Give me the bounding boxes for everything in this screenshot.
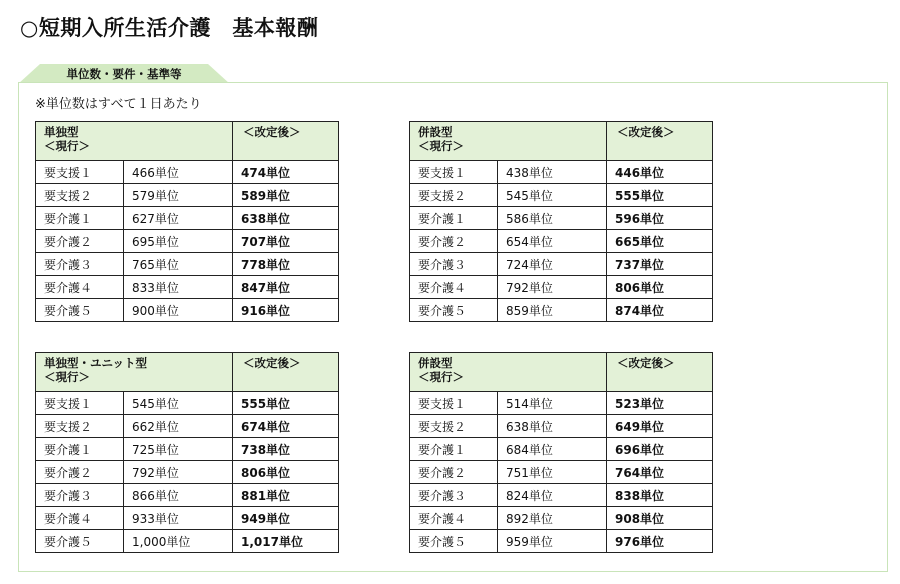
care-level-cell: 要支援２ <box>410 415 498 438</box>
revised-units-cell: 737単位 <box>607 253 713 276</box>
table-row <box>36 415 339 438</box>
care-level-cell: 要介護１ <box>410 207 498 230</box>
current-units-cell: 684単位 <box>498 438 607 461</box>
revised-units-cell: 674単位 <box>233 415 339 438</box>
table-row <box>36 299 339 322</box>
current-units-cell: 586単位 <box>498 207 607 230</box>
table-header-row <box>36 353 339 392</box>
revised-units-cell: 555単位 <box>607 184 713 207</box>
current-header <box>410 353 607 392</box>
current-label: ＜現行＞ <box>418 139 464 153</box>
table-row <box>410 184 713 207</box>
current-label: ＜現行＞ <box>418 370 464 384</box>
fee-table <box>409 121 713 322</box>
tab-label: 単位数・要件・基準等 <box>66 67 182 81</box>
table-row <box>36 507 339 530</box>
revised-units-cell: 596単位 <box>607 207 713 230</box>
revised-units-cell: 665単位 <box>607 230 713 253</box>
table-row <box>410 161 713 184</box>
table-row <box>36 484 339 507</box>
table-row <box>36 230 339 253</box>
current-units-cell: 627単位 <box>124 207 233 230</box>
care-level-cell: 要支援１ <box>36 161 124 184</box>
care-level-cell: 要介護２ <box>410 230 498 253</box>
care-level-cell: 要介護４ <box>36 276 124 299</box>
revised-units-cell: 446単位 <box>607 161 713 184</box>
current-units-cell: 751単位 <box>498 461 607 484</box>
care-level-cell: 要支援１ <box>410 161 498 184</box>
current-units-cell: 466単位 <box>124 161 233 184</box>
fee-table <box>35 121 339 322</box>
current-units-cell: 695単位 <box>124 230 233 253</box>
current-units-cell: 765単位 <box>124 253 233 276</box>
current-label: ＜現行＞ <box>44 370 90 384</box>
current-units-cell: 900単位 <box>124 299 233 322</box>
table-row <box>36 207 339 230</box>
current-units-cell: 892単位 <box>498 507 607 530</box>
revised-units-cell: 908単位 <box>607 507 713 530</box>
table-row <box>36 530 339 553</box>
current-units-cell: 1,000単位 <box>124 530 233 553</box>
current-units-cell: 545単位 <box>498 184 607 207</box>
page-title: ○短期入所生活介護 基本報酬 <box>20 16 319 40</box>
current-units-cell: 579単位 <box>124 184 233 207</box>
care-level-cell: 要支援２ <box>36 184 124 207</box>
care-level-cell: 要介護４ <box>410 507 498 530</box>
revised-units-cell: 649単位 <box>607 415 713 438</box>
revised-units-cell: 589単位 <box>233 184 339 207</box>
facility-type: 単独型・ユニット型 <box>44 356 148 370</box>
current-label: ＜現行＞ <box>44 139 90 153</box>
table-row <box>410 438 713 461</box>
current-header <box>36 122 233 161</box>
facility-type: 単独型 <box>44 125 79 139</box>
table-row <box>410 484 713 507</box>
care-level-cell: 要介護３ <box>410 484 498 507</box>
care-level-cell: 要介護５ <box>410 299 498 322</box>
revised-units-cell: 881単位 <box>233 484 339 507</box>
unit-note: ※単位数はすべて１日あたり <box>35 97 202 112</box>
revised-units-cell: 764単位 <box>607 461 713 484</box>
care-level-cell: 要介護５ <box>36 299 124 322</box>
table-row <box>36 438 339 461</box>
current-units-cell: 724単位 <box>498 253 607 276</box>
care-level-cell: 要介護３ <box>410 253 498 276</box>
table-row <box>36 161 339 184</box>
current-units-cell: 859単位 <box>498 299 607 322</box>
table-header-row <box>410 122 713 161</box>
current-units-cell: 792単位 <box>498 276 607 299</box>
revised-header: ＜改定後＞ <box>607 122 713 161</box>
table-row <box>36 184 339 207</box>
care-level-cell: 要介護３ <box>36 253 124 276</box>
revised-units-cell: 976単位 <box>607 530 713 553</box>
revised-units-cell: 806単位 <box>233 461 339 484</box>
revised-units-cell: 696単位 <box>607 438 713 461</box>
table-row <box>410 415 713 438</box>
current-header <box>36 353 233 392</box>
table-header-row <box>410 353 713 392</box>
table-row <box>410 530 713 553</box>
current-units-cell: 933単位 <box>124 507 233 530</box>
care-level-cell: 要介護５ <box>410 530 498 553</box>
care-level-cell: 要介護５ <box>36 530 124 553</box>
current-units-cell: 545単位 <box>124 392 233 415</box>
care-level-cell: 要介護２ <box>36 230 124 253</box>
table-row <box>410 253 713 276</box>
current-units-cell: 824単位 <box>498 484 607 507</box>
revised-units-cell: 555単位 <box>233 392 339 415</box>
care-level-cell: 要支援２ <box>410 184 498 207</box>
table-row <box>410 507 713 530</box>
care-level-cell: 要介護３ <box>36 484 124 507</box>
table-row <box>36 253 339 276</box>
revised-units-cell: 916単位 <box>233 299 339 322</box>
revised-units-cell: 738単位 <box>233 438 339 461</box>
care-level-cell: 要介護１ <box>36 438 124 461</box>
table-row <box>410 207 713 230</box>
revised-units-cell: 778単位 <box>233 253 339 276</box>
facility-type: 併設型 <box>418 125 453 139</box>
revised-units-cell: 707単位 <box>233 230 339 253</box>
table-row <box>36 392 339 415</box>
care-level-cell: 要支援１ <box>36 392 124 415</box>
care-level-cell: 要支援２ <box>36 415 124 438</box>
fee-table <box>409 352 713 553</box>
care-level-cell: 要介護４ <box>410 276 498 299</box>
revised-header: ＜改定後＞ <box>233 122 339 161</box>
revised-units-cell: 638単位 <box>233 207 339 230</box>
facility-type: 併設型 <box>418 356 453 370</box>
table-row <box>410 230 713 253</box>
current-units-cell: 792単位 <box>124 461 233 484</box>
revised-units-cell: 1,017単位 <box>233 530 339 553</box>
revised-units-cell: 847単位 <box>233 276 339 299</box>
revised-units-cell: 949単位 <box>233 507 339 530</box>
current-units-cell: 959単位 <box>498 530 607 553</box>
current-header <box>410 122 607 161</box>
table-row <box>410 392 713 415</box>
current-units-cell: 866単位 <box>124 484 233 507</box>
current-units-cell: 725単位 <box>124 438 233 461</box>
current-units-cell: 833単位 <box>124 276 233 299</box>
table-header-row <box>36 122 339 161</box>
care-level-cell: 要介護２ <box>410 461 498 484</box>
current-units-cell: 638単位 <box>498 415 607 438</box>
revised-units-cell: 838単位 <box>607 484 713 507</box>
table-row <box>410 299 713 322</box>
revised-units-cell: 806単位 <box>607 276 713 299</box>
table-row <box>410 461 713 484</box>
revised-units-cell: 523単位 <box>607 392 713 415</box>
current-units-cell: 662単位 <box>124 415 233 438</box>
table-row <box>36 461 339 484</box>
care-level-cell: 要介護１ <box>410 438 498 461</box>
fee-table <box>35 352 339 553</box>
care-level-cell: 要介護１ <box>36 207 124 230</box>
current-units-cell: 654単位 <box>498 230 607 253</box>
care-level-cell: 要介護４ <box>36 507 124 530</box>
table-row <box>410 276 713 299</box>
table-row <box>36 276 339 299</box>
current-units-cell: 438単位 <box>498 161 607 184</box>
care-level-cell: 要支援１ <box>410 392 498 415</box>
revised-header: ＜改定後＞ <box>233 353 339 392</box>
current-units-cell: 514単位 <box>498 392 607 415</box>
revised-units-cell: 874単位 <box>607 299 713 322</box>
revised-header: ＜改定後＞ <box>607 353 713 392</box>
section-tab <box>18 64 230 84</box>
revised-units-cell: 474単位 <box>233 161 339 184</box>
care-level-cell: 要介護２ <box>36 461 124 484</box>
